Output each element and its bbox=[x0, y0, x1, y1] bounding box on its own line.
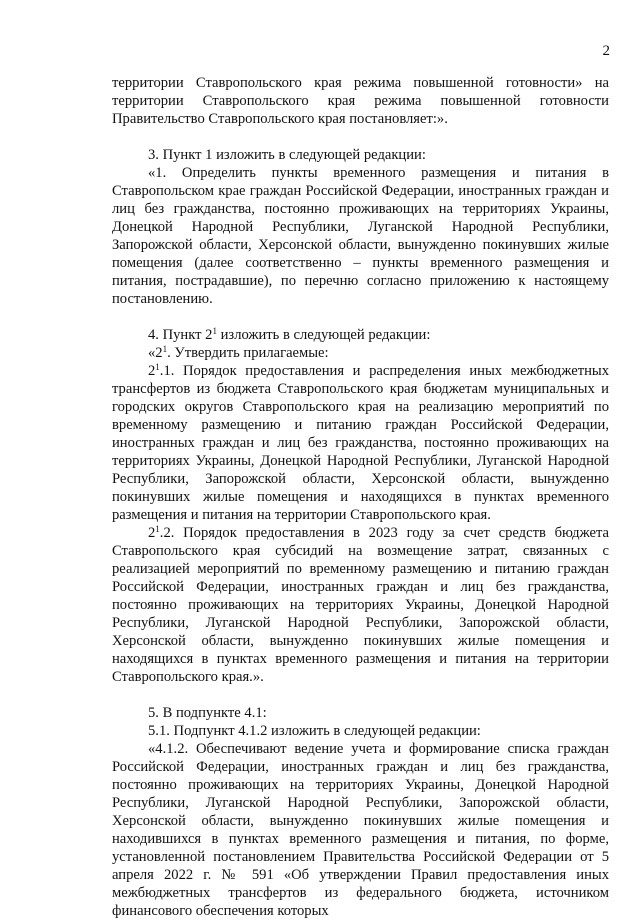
paragraph-item-2-1: «$2^1$. Утвердить прилагаемые: bbox=[148, 344, 329, 361]
paragraph-item-2-1-2: $2^1.2$. Порядок предоставления в 2023 году за счет средств бюджета Ставропольского края субсидий на возмещение затрат, связанных с реализацией мероприятий по временному размещению и питанию граждан Российской Федерации, иностранных граждан и лиц без гражданства, постоянно проживающих на территориях Украины, Донецкой Народной Республики, Луганской Народной Республики, Запорожской области, Херсонской области, вынужденно покинувших жилые помещения и находящихся в пунктах временного размещения и питания на территории Ставропольского края.». bbox=[112, 524, 609, 685]
paragraph-item-2-1-1: $2^1.1$. Порядок предоставления и распределения иных межбюджетных трансфертов из бюджета Ставропольского края бюджетам муниципальных и городских округов Ставропольского края на реализацию мероприятий по временному размещению и питанию граждан Российской Федерации, иностранных граждан и лиц без гражданства, постоянно проживающих на территориях Украины, Донецкой Народной Республики, Луганской Народной Республики, Запорожской области, Херсонской области, вынужденно покинувших жилые помещения и находящихся в пунктах временного размещения и питания на территории Ставропольского края. bbox=[112, 362, 609, 523]
document-body bbox=[112, 74, 609, 920]
paragraph-item-4-1-2: «4.1.2. Обеспечивают ведение учета и формирование списка граждан Российской Федерации, иностранных граждан и лиц без гражданства, постоянно проживающих на территориях Украины, Донецкой Народной Республики, Луганской Народной Республики, Запорожской области, Херсонской области, вынужденно покинувших жилые помещения и находившихся в пунктах временного размещения и питания, по форме, установленной постановлением Правительства Российской Федерации от 5 апреля 2022 г. № 591 «Об утверждении Правил предоставления иных межбюджетных трансфертов из федерального бюджета, источником финансового обеспечения которых bbox=[112, 741, 609, 919]
paragraph-item-3: 3. Пункт 1 изложить в следующей редакции: bbox=[148, 147, 426, 163]
page-number: 2 bbox=[602, 43, 610, 59]
paragraph-item-4: 4. Пункт $2^1$ изложить в следующей редакции: bbox=[148, 326, 431, 343]
paragraph-continuation: территории Ставропольского края режима повышенной готовности» на территории Ставропольского края режима повышенной готовности Правительство Ставропольского края постановляет:». bbox=[112, 75, 609, 127]
paragraph-item-3-text: «1. Определить пункты временного размещения и питания в Ставропольском крае граждан Российской Федерации, иностранных граждан и лиц без гражданства, постоянно проживающих на территориях Украины, Донецкой Народной Республики, Луганской Народной Республики, Запорожской области, Херсонской области, вынужденно покинувших жилые помещения (далее соответственно – пункты временного размещения и питания, пострадавшие), по перечню согласно приложению к настоящему постановлению. bbox=[112, 165, 609, 307]
paragraph-item-5-1: 5.1. Подпункт 4.1.2 изложить в следующей редакции: bbox=[148, 723, 481, 739]
paragraph-item-5: 5. В подпункте 4.1: bbox=[148, 705, 267, 721]
